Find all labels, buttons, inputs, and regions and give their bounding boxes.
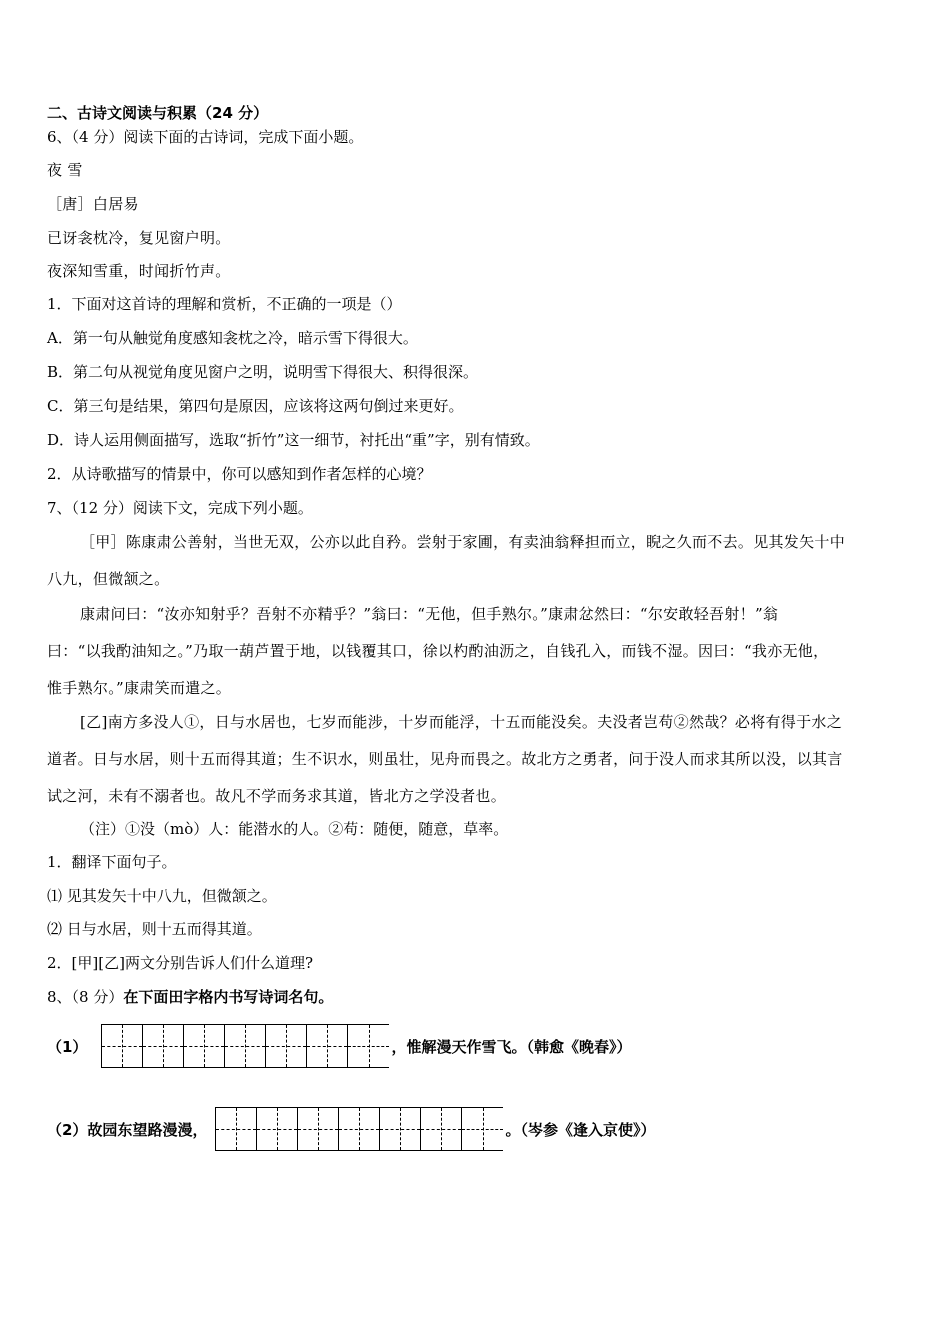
poem-line-1: 已讶衾枕冷，复见窗户明。 — [47, 229, 231, 247]
tianzige-cell[interactable] — [102, 1025, 143, 1067]
jia-paragraph-line: 曰：“以我酌油知之。”乃取一葫芦置于地，以钱覆其口，徐以杓酌油沥之，自钱孔入，而钱不湿。因曰：“我亦无他， — [47, 642, 829, 660]
q8-item-2-text-before: （2）故园东望路漫漫， — [47, 1120, 208, 1139]
q7-sub1: 1．翻译下面句子。 — [47, 853, 177, 871]
q6-option-d: D．诗人运用侧面描写，选取“折竹”这一细节，衬托出“重”字，别有情致。 — [47, 431, 540, 449]
q8-stem — [47, 987, 910, 1007]
q6-sub1: 1．下面对这首诗的理解和赏析，不正确的一项是（） — [47, 295, 402, 313]
tianzige-cell[interactable] — [266, 1025, 307, 1067]
tianzige-cell[interactable] — [421, 1108, 462, 1150]
jia-paragraph-line: ［甲］陈康肃公善射，当世无双，公亦以此自矜。尝射于家圃，有卖油翁释担而立，睨之久而不去。见其发矢十中 — [80, 533, 846, 551]
q7-sub2: 2．[甲][乙]两文分别告诉人们什么道理? — [47, 954, 313, 972]
q7-sub1-b: ⑵ 日与水居，则十五而得其道。 — [47, 920, 262, 938]
tianzige-cell[interactable] — [298, 1108, 339, 1150]
tianzige-cell[interactable] — [216, 1108, 257, 1150]
poem-author: ［唐］白居易 — [47, 195, 139, 213]
tianzige-cell[interactable] — [380, 1108, 421, 1150]
jia-paragraph-line: 康肃问曰：“汝亦知射乎？吾射不亦精乎？”翁曰：“无他，但手熟尔。”康肃忿然曰：“尔安敢轻吾射！”翁 — [80, 605, 779, 623]
q6-option-c: C．第三句是结果，第四句是原因，应该将这两句倒过来更好。 — [47, 397, 464, 415]
section-title: 二、古诗文阅读与积累（24 分） — [47, 104, 269, 122]
q8-item-1-text: ，惟解漫天作雪飞。（韩愈《晚春》） — [391, 1037, 632, 1056]
q8-stem-prefix: 8、（8 分） — [47, 988, 124, 1006]
q8-stem-instruction: 在下面田字格内书写诗词名句。 — [123, 988, 334, 1006]
tianzige-cell[interactable] — [257, 1108, 298, 1150]
yi-paragraph-line: 道者。日与水居，则十五而得其道；生不识水，则虽壮，见舟而畏之。故北方之勇者，问于没人而求其所以没，以其言 — [47, 750, 843, 768]
q8-item-2-grid — [215, 1107, 503, 1151]
q6-sub2: 2．从诗歌描写的情景中，你可以感知到作者怎样的心境？ — [47, 465, 432, 483]
tianzige-cell[interactable] — [348, 1025, 389, 1067]
q8-item-2 — [47, 1107, 655, 1151]
tianzige-cell[interactable] — [143, 1025, 184, 1067]
tianzige-cell[interactable] — [307, 1025, 348, 1067]
q6-option-a: A．第一句从触觉角度感知衾枕之冷，暗示雪下得很大。 — [47, 329, 418, 347]
jia-paragraph-line: 八九，但微颔之。 — [47, 570, 170, 588]
poem-title: 夜 雪 — [47, 161, 83, 179]
yi-paragraph-line: [乙]南方多没人①，日与水居也，七岁而能涉，十岁而能浮，十五而能没矣。夫没者岂苟②然哉？必将有得于水之 — [80, 713, 843, 731]
q7-note: （注）①没（mò）人：能潜水的人。②苟：随便，随意，草率。 — [80, 820, 509, 838]
q8-item-2-text-after: 。（岑参《逢入京使》） — [505, 1120, 656, 1139]
q7-stem: 7、（12 分）阅读下文，完成下列小题。 — [47, 499, 313, 517]
q8-item-1-grid — [101, 1024, 389, 1068]
poem-line-2: 夜深知雪重，时闻折竹声。 — [47, 262, 231, 280]
q8-item-1 — [47, 1024, 631, 1068]
yi-paragraph-line: 试之河，未有不溺者也。故凡不学而务求其道，皆北方之学没者也。 — [47, 787, 507, 805]
q6-option-b: B．第二句从视觉角度见窗户之明，说明雪下得很大、积得很深。 — [47, 363, 479, 381]
q7-sub1-a: ⑴ 见其发矢十中八九，但微颔之。 — [47, 887, 277, 905]
q8-item-1-label: （1） — [47, 1037, 88, 1056]
tianzige-cell[interactable] — [339, 1108, 380, 1150]
q6-stem: 6、（4 分）阅读下面的古诗词，完成下面小题。 — [47, 128, 364, 146]
tianzige-cell[interactable] — [462, 1108, 503, 1150]
tianzige-cell[interactable] — [184, 1025, 225, 1067]
jia-paragraph-line: 惟手熟尔。”康肃笑而遣之。 — [47, 679, 232, 697]
tianzige-cell[interactable] — [225, 1025, 266, 1067]
